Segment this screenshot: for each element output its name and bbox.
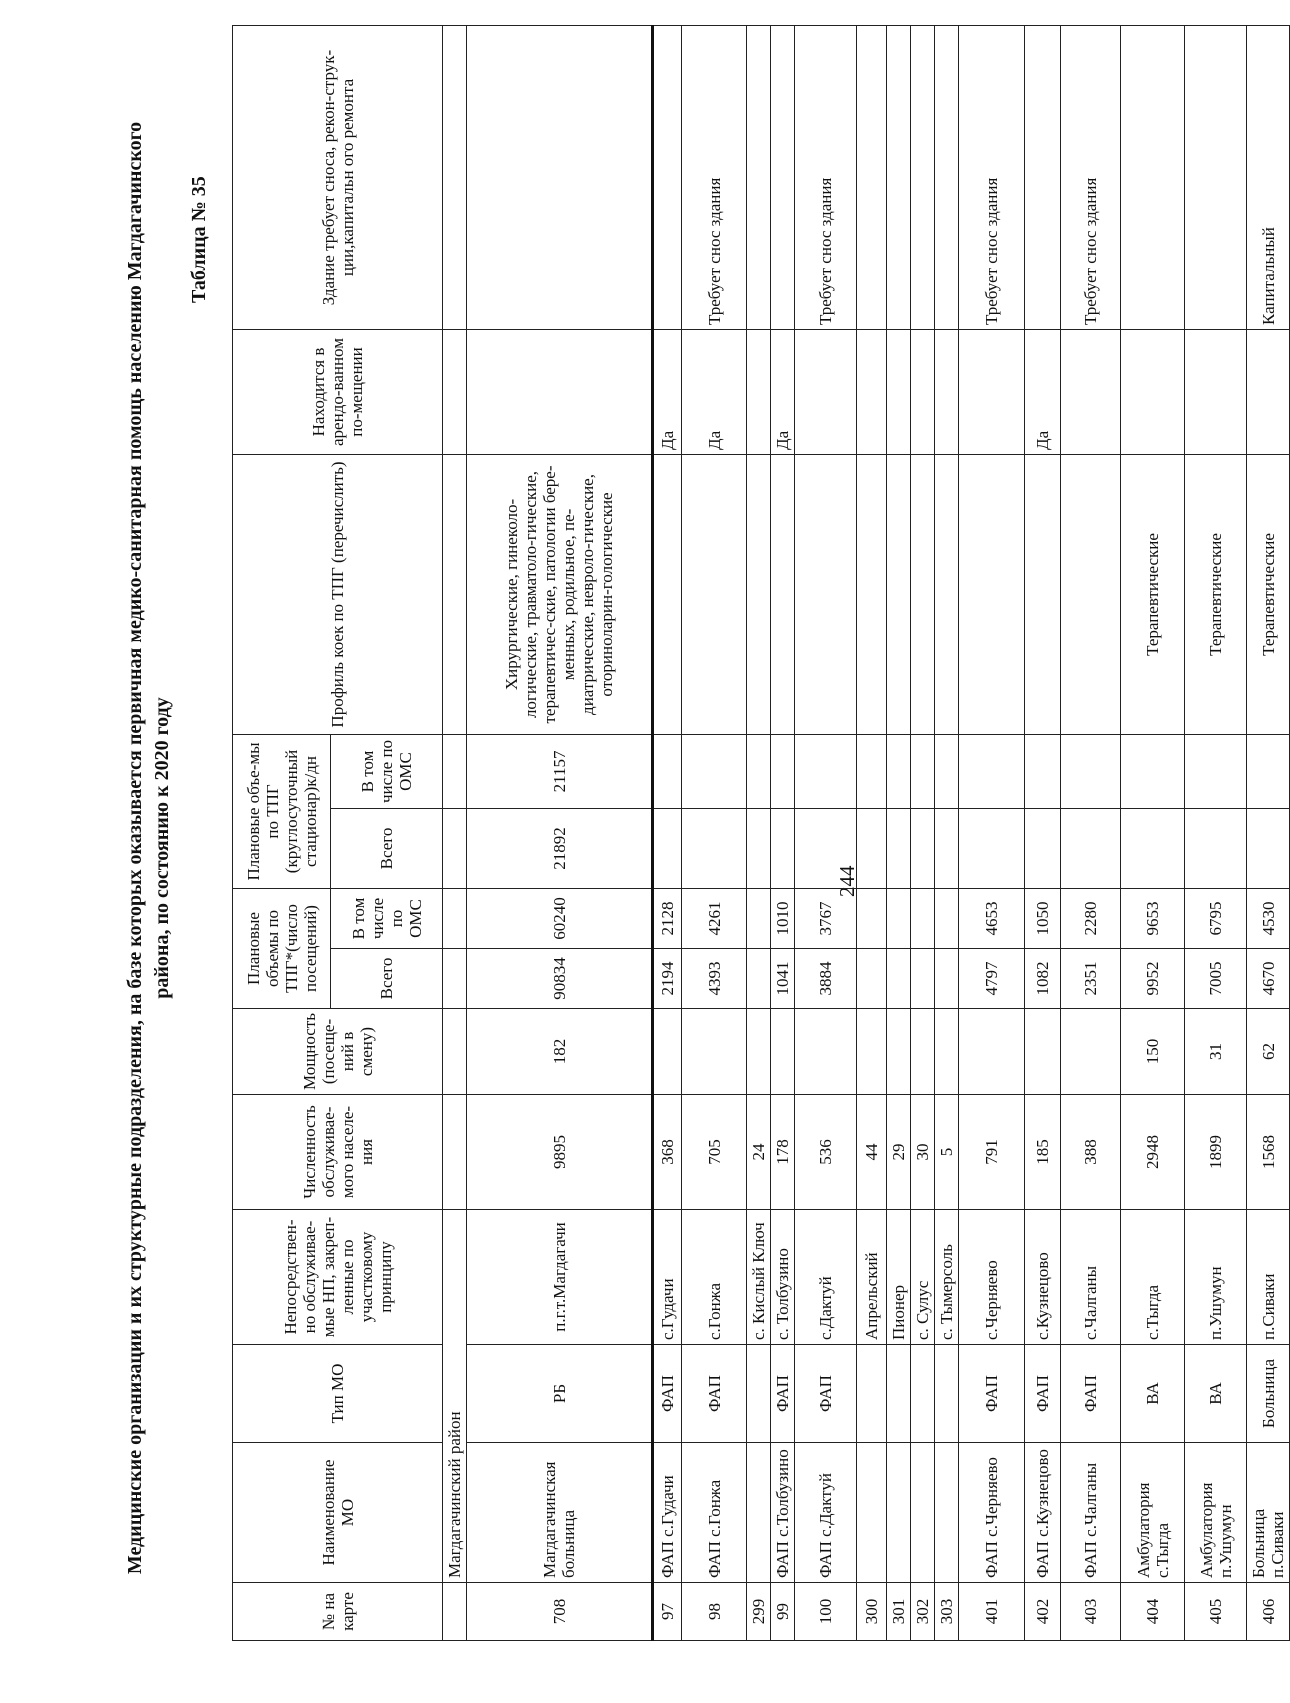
table-row (959, 25, 1025, 1640)
cell-rented (1061, 329, 1121, 454)
cell-visits-total (911, 949, 935, 1009)
table-row (1185, 25, 1247, 1640)
header-num: № на карте (233, 1583, 443, 1641)
cell-rented (795, 329, 857, 454)
cell-type (857, 1345, 887, 1443)
table-row (653, 25, 682, 1640)
cell-name: ФАП с.Гонжа (682, 1443, 747, 1583)
cell-visits-total: 4670 (1247, 949, 1290, 1009)
cell-np: с. Кислый Ключ (747, 1210, 771, 1345)
cell-population: 5 (935, 1095, 959, 1210)
table-row (747, 25, 771, 1640)
cell-visits-oms (935, 888, 959, 948)
cell-repair (747, 25, 771, 329)
header-repair: Здание требует сноса, рекон-струк-ции,капитальн ого ремонта (233, 25, 443, 329)
table-row (935, 25, 959, 1640)
header-stationary-total: Всего (331, 808, 443, 888)
cell-np: п.Сиваки (1247, 1210, 1290, 1345)
cell-population: 29 (887, 1095, 911, 1210)
cell-stationary-oms (959, 734, 1025, 808)
cell-profile (959, 454, 1025, 734)
cell-visits-oms: 4653 (959, 888, 1025, 948)
cell-capacity: 150 (1121, 1009, 1185, 1095)
cell-name: ФАП с.Кузнецово (1025, 1443, 1061, 1583)
header-profile: Профиль коек по ТПГ (перечислить) (233, 454, 443, 734)
cell-capacity (1025, 1009, 1061, 1095)
cell-repair (1121, 25, 1185, 329)
cell-population: 2948 (1121, 1095, 1185, 1210)
cell-visits-oms: 2280 (1061, 888, 1121, 948)
table-row (887, 25, 911, 1640)
header-np: Непосредствен-но обслуживае-мые НП, закреп-ленные по участковому принципу (233, 1210, 443, 1345)
cell-visits-oms: 4261 (682, 888, 747, 948)
cell-name (747, 1443, 771, 1583)
cell-visits-total (935, 949, 959, 1009)
cell-stationary-total (1121, 808, 1185, 888)
cell-stationary-total (653, 808, 682, 888)
cell-visits-oms: 1050 (1025, 888, 1061, 948)
cell-visits-total (857, 949, 887, 1009)
cell-stationary-oms (682, 734, 747, 808)
cell-repair: Требует снос здания (795, 25, 857, 329)
cell-rented (1121, 329, 1185, 454)
header-capacity: Мощность (посеще-ний в смену) (233, 1009, 443, 1095)
cell-population: 368 (653, 1095, 682, 1210)
cell-type: ФАП (795, 1345, 857, 1443)
cell-stationary-oms (887, 734, 911, 808)
cell-visits-total: 2351 (1061, 949, 1121, 1009)
cell-repair (771, 25, 795, 329)
cell-stationary-total (911, 808, 935, 888)
cell-stationary-oms (1121, 734, 1185, 808)
cell-visits-oms (747, 888, 771, 948)
cell-stationary-oms (935, 734, 959, 808)
cell-num: 299 (747, 1583, 771, 1641)
table-row (1025, 25, 1061, 1640)
cell-profile (771, 454, 795, 734)
cell-stationary-oms (747, 734, 771, 808)
cell-num: 98 (682, 1583, 747, 1641)
cell-repair (911, 25, 935, 329)
cell-type: ФАП (771, 1345, 795, 1443)
cell-stationary-total (795, 808, 857, 888)
cell-visits-total: 1041 (771, 949, 795, 1009)
cell-visits-oms: 9653 (1121, 888, 1185, 948)
cell-visits-total: 90834 (467, 949, 653, 1009)
cell-stationary-total (857, 808, 887, 888)
cell-profile (653, 454, 682, 734)
header-stationary: Плановые объе-мы по ТПГ (круглосуточный стационар)к/дн (233, 734, 331, 888)
cell-num: 404 (1121, 1583, 1185, 1641)
cell-capacity (935, 1009, 959, 1095)
cell-population: 24 (747, 1095, 771, 1210)
cell-capacity (795, 1009, 857, 1095)
cell-type: ФАП (653, 1345, 682, 1443)
cell-stationary-oms (1247, 734, 1290, 808)
cell-name: Амбулатория с.Тыгда (1121, 1443, 1185, 1583)
cell-num: 99 (771, 1583, 795, 1641)
cell-type: ФАП (1061, 1345, 1121, 1443)
table-row (1121, 25, 1185, 1640)
cell-rented (959, 329, 1025, 454)
cell-capacity: 31 (1185, 1009, 1247, 1095)
cell-profile (1061, 454, 1121, 734)
cell-profile: Терапевтические (1121, 454, 1185, 734)
cell-rented: Да (682, 329, 747, 454)
cell-visits-oms (911, 888, 935, 948)
cell-profile: Терапевтические (1247, 454, 1290, 734)
cell-num: 302 (911, 1583, 935, 1641)
cell-type: ВА (1185, 1345, 1247, 1443)
cell-name (857, 1443, 887, 1583)
cell-type (911, 1345, 935, 1443)
cell-capacity (771, 1009, 795, 1095)
cell-visits-total (747, 949, 771, 1009)
cell-np: с.Гонжа (682, 1210, 747, 1345)
cell-stationary-oms (653, 734, 682, 808)
cell-type: ВА (1121, 1345, 1185, 1443)
cell-rented: Да (1025, 329, 1061, 454)
cell-num: 303 (935, 1583, 959, 1641)
cell-type: РБ (467, 1345, 653, 1443)
cell-stationary-total (887, 808, 911, 888)
document-title (122, 93, 176, 1603)
cell-num: 100 (795, 1583, 857, 1641)
cell-capacity (653, 1009, 682, 1095)
cell-profile: Терапевтические (1185, 454, 1247, 734)
cell-repair (1185, 25, 1247, 329)
cell-profile (887, 454, 911, 734)
cell-num: 401 (959, 1583, 1025, 1641)
cell-profile (935, 454, 959, 734)
cell-type: Больница (1247, 1345, 1290, 1443)
cell-population: 705 (682, 1095, 747, 1210)
cell-stationary-total (682, 808, 747, 888)
cell-visits-oms (887, 888, 911, 948)
cell-num: 405 (1185, 1583, 1247, 1641)
cell-stationary-total (959, 808, 1025, 888)
cell-np: п.г.т.Магдагачи (467, 1210, 653, 1345)
cell-population: 536 (795, 1095, 857, 1210)
facilities-table (232, 25, 1290, 1641)
cell-visits-oms: 60240 (467, 888, 653, 948)
cell-name (887, 1443, 911, 1583)
cell-rented (1185, 329, 1247, 454)
cell-capacity: 182 (467, 1009, 653, 1095)
cell-population: 388 (1061, 1095, 1121, 1210)
cell-repair (467, 25, 653, 329)
table-number: Таблица № 35 (188, 176, 210, 303)
cell-repair (887, 25, 911, 329)
table-row (795, 25, 857, 1640)
cell-stationary-oms: 21157 (467, 734, 653, 808)
cell-type: ФАП (1025, 1345, 1061, 1443)
cell-stationary-oms (795, 734, 857, 808)
cell-num: 406 (1247, 1583, 1290, 1641)
cell-stationary-total (935, 808, 959, 888)
header-visits-total: Всего (331, 949, 443, 1009)
cell-type: ФАП (682, 1345, 747, 1443)
cell-repair: Требует снос здания (959, 25, 1025, 329)
cell-capacity (911, 1009, 935, 1095)
cell-name: Больница п.Сиваки (1247, 1443, 1290, 1583)
cell-visits-total: 4393 (682, 949, 747, 1009)
table-row (1247, 25, 1290, 1640)
cell-capacity (887, 1009, 911, 1095)
cell-name: ФАП с.Гудачи (653, 1443, 682, 1583)
cell-repair: Капитальный (1247, 25, 1290, 329)
title-line-2: района, по состоянию к 2020 году (151, 697, 173, 999)
table-row (682, 25, 747, 1640)
cell-np: с.Кузнецово (1025, 1210, 1061, 1345)
cell-rented (467, 329, 653, 454)
cell-capacity (747, 1009, 771, 1095)
cell-visits-oms: 4530 (1247, 888, 1290, 948)
header-type: Тип МО (233, 1345, 443, 1443)
cell-rented: Да (653, 329, 682, 454)
cell-num: 402 (1025, 1583, 1061, 1641)
cell-profile (682, 454, 747, 734)
cell-visits-oms: 3767 (795, 888, 857, 948)
cell-stationary-oms (1061, 734, 1121, 808)
cell-population: 1568 (1247, 1095, 1290, 1210)
district-row (443, 25, 467, 1640)
cell-visits-oms: 6795 (1185, 888, 1247, 948)
cell-name: ФАП с.Чалганы (1061, 1443, 1121, 1583)
cell-capacity (959, 1009, 1025, 1095)
cell-visits-total: 4797 (959, 949, 1025, 1009)
cell-name (911, 1443, 935, 1583)
cell-np: Апрельский (857, 1210, 887, 1345)
cell-stationary-oms (1185, 734, 1247, 808)
cell-visits-oms: 2128 (653, 888, 682, 948)
table-row (911, 25, 935, 1640)
cell-np: с. Сулус (911, 1210, 935, 1345)
header-visits: Плановые объемы по ТПГ*(число посещений) (233, 888, 331, 1008)
table-row (467, 25, 653, 1640)
header-visits-oms: В том числе по ОМС (331, 888, 443, 948)
cell-type (935, 1345, 959, 1443)
cell-visits-total: 1082 (1025, 949, 1061, 1009)
cell-type: ФАП (959, 1345, 1025, 1443)
cell-profile (795, 454, 857, 734)
cell-np: п.Ушумун (1185, 1210, 1247, 1345)
cell-capacity (857, 1009, 887, 1095)
cell-visits-total (887, 949, 911, 1009)
cell-capacity: 62 (1247, 1009, 1290, 1095)
cell-repair (1025, 25, 1061, 329)
cell-profile: Хирургические, гинеколо-логические, травматоло-гические, терапевтичес-ские, патологии бере-менных, родильное, пе-диатрические, невроло-гические, оториноларин-гологические (467, 454, 653, 734)
cell-rented (887, 329, 911, 454)
cell-stationary-total (771, 808, 795, 888)
cell-num: 301 (887, 1583, 911, 1641)
cell-profile (747, 454, 771, 734)
cell-capacity (1061, 1009, 1121, 1095)
cell-type (747, 1345, 771, 1443)
cell-stationary-total (1185, 808, 1247, 888)
cell-visits-total: 7005 (1185, 949, 1247, 1009)
cell-stationary-oms (911, 734, 935, 808)
cell-population: 30 (911, 1095, 935, 1210)
cell-rented (911, 329, 935, 454)
cell-num: 403 (1061, 1583, 1121, 1641)
cell-visits-total: 9952 (1121, 949, 1185, 1009)
cell-capacity (682, 1009, 747, 1095)
header-rented: Находится в арендо-ванном по-мещении (233, 329, 443, 454)
cell-repair: Требует снос здания (1061, 25, 1121, 329)
cell-np: с.Гудачи (653, 1210, 682, 1345)
cell-name (935, 1443, 959, 1583)
cell-name: Магдагачинская больница (467, 1443, 653, 1583)
table-row (771, 25, 795, 1640)
cell-np: с.Черняево (959, 1210, 1025, 1345)
table-row (1061, 25, 1121, 1640)
cell-stationary-total (1061, 808, 1121, 888)
cell-type (887, 1345, 911, 1443)
cell-np: с.Тыгда (1121, 1210, 1185, 1345)
cell-np: с. Тымерсоль (935, 1210, 959, 1345)
cell-stationary-oms (1025, 734, 1061, 808)
cell-stationary-oms (857, 734, 887, 808)
cell-stationary-total (1247, 808, 1290, 888)
cell-rented (857, 329, 887, 454)
district-name: Магдагачинский район (443, 1210, 467, 1583)
cell-rented: Да (771, 329, 795, 454)
cell-stationary-total (1025, 808, 1061, 888)
header-name: Наименование МО (233, 1443, 443, 1583)
cell-repair: Требует снос здания (682, 25, 747, 329)
cell-population: 1899 (1185, 1095, 1247, 1210)
cell-num: 708 (467, 1583, 653, 1641)
cell-rented (747, 329, 771, 454)
header-population: Численность обслуживае-мого населе-ния (233, 1095, 443, 1210)
cell-name: Амбулатория п.Ушумун (1185, 1443, 1247, 1583)
cell-rented (935, 329, 959, 454)
cell-num: 300 (857, 1583, 887, 1641)
cell-population: 185 (1025, 1095, 1061, 1210)
cell-np: Пионер (887, 1210, 911, 1345)
cell-population: 178 (771, 1095, 795, 1210)
cell-profile (911, 454, 935, 734)
cell-np: с.Дактуй (795, 1210, 857, 1345)
cell-repair (935, 25, 959, 329)
title-line-1: Медицинские организации и их структурные подразделения, на базе которых оказывается первичная медико-санитарная помощь населению Магдагачинского (124, 121, 146, 1575)
cell-name: ФАП с.Черняево (959, 1443, 1025, 1583)
cell-np: с.Чалганы (1061, 1210, 1121, 1345)
page-number: 244 (835, 865, 859, 897)
cell-visits-total: 3884 (795, 949, 857, 1009)
cell-rented (1247, 329, 1290, 454)
cell-population: 791 (959, 1095, 1025, 1210)
cell-visits-oms (857, 888, 887, 948)
cell-profile (1025, 454, 1061, 734)
cell-visits-oms: 1010 (771, 888, 795, 948)
cell-population: 44 (857, 1095, 887, 1210)
cell-repair (857, 25, 887, 329)
table-row (857, 25, 887, 1640)
header-stationary-oms: В том числе по ОМС (331, 734, 443, 808)
cell-stationary-total: 21892 (467, 808, 653, 888)
cell-stationary-oms (771, 734, 795, 808)
cell-visits-total: 2194 (653, 949, 682, 1009)
cell-stationary-total (747, 808, 771, 888)
cell-profile (857, 454, 887, 734)
cell-name: ФАП с.Дактуй (795, 1443, 857, 1583)
cell-np: с. Толбузино (771, 1210, 795, 1345)
cell-population: 9895 (467, 1095, 653, 1210)
cell-num: 97 (653, 1583, 682, 1641)
cell-name: ФАП с.Толбузино (771, 1443, 795, 1583)
cell-repair (653, 25, 682, 329)
